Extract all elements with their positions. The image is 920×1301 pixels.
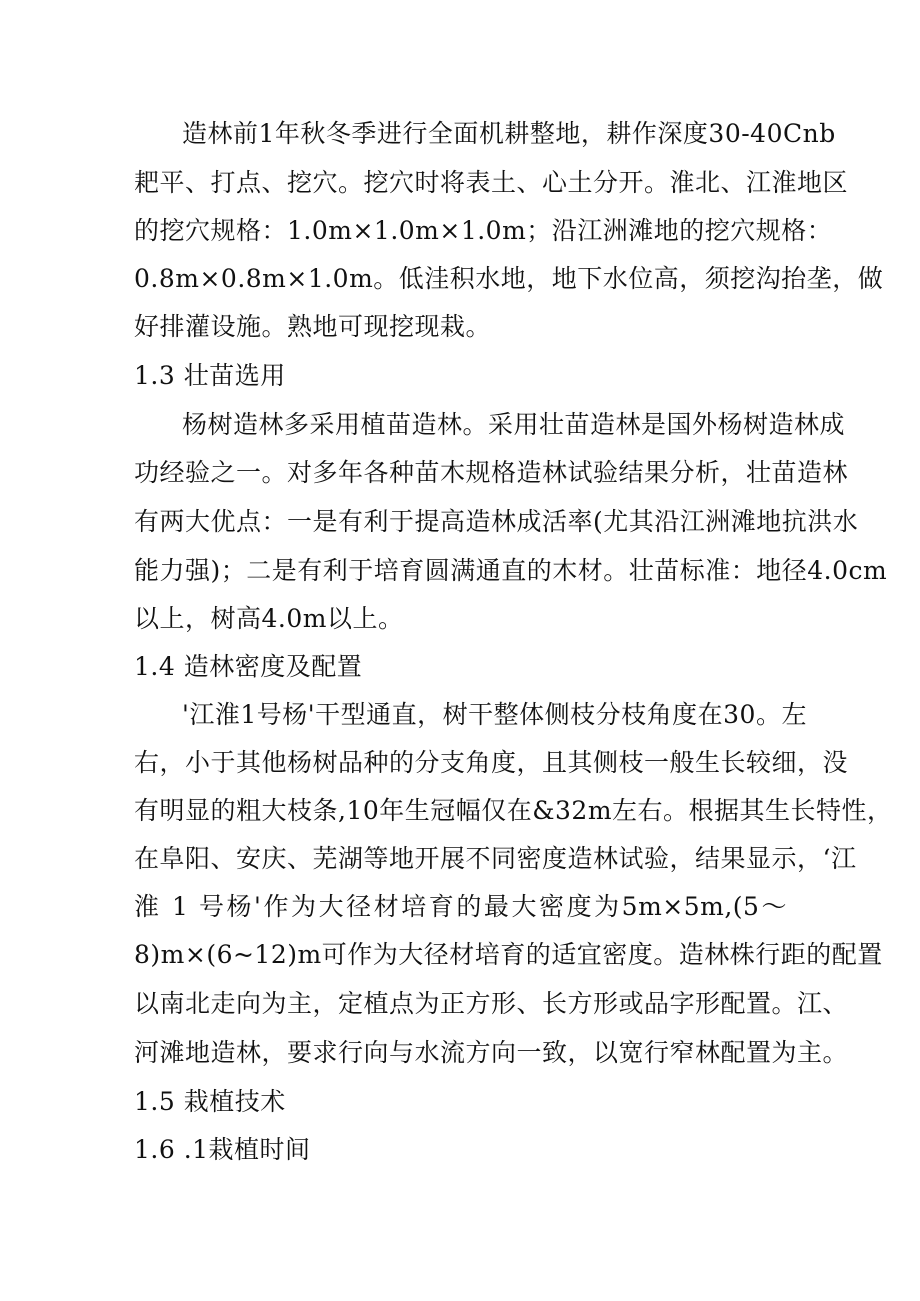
paragraph-line: 耙平、打点、挖穴。挖穴时将表土、心土分开。淮北、江淮地区 — [134, 168, 849, 197]
paragraph-line: 河滩地造林，要求行向与水流方向一致，以宽行窄林配置为主。 — [134, 1038, 849, 1067]
paragraph-line: 功经验之一。对多年各种苗木规格造林试验结果分析，壮苗造林 — [134, 458, 849, 487]
paragraph-line: 有两大优点：一是有利于提高造林成活率(尤其沿江洲滩地抗洪水 — [134, 507, 859, 536]
paragraph-line: 右，小于其他杨树品种的分支角度，且其侧枝一般生长较细，没 — [134, 748, 849, 777]
section-heading: 1.4 造林密度及配置 — [134, 652, 363, 681]
paragraph-line: 以南北走向为主，定植点为正方形、长方形或品字形配置。江、 — [134, 989, 849, 1018]
paragraph-line: 0.8m×0.8m×1.0m。低洼积水地，地下水位高，须挖沟抬垄，做 — [134, 264, 884, 293]
paragraph-line: 杨树造林多采用植苗造林。采用壮苗造林是国外杨树造林成 — [182, 410, 846, 439]
paragraph-line: 造林前1年秋冬季进行全面机耕整地，耕作深度30-40Cnb — [182, 119, 836, 148]
paragraph-line: '江淮1号杨'干型通直，树干整体侧枝分枝角度在30。左 — [182, 700, 807, 729]
paragraph-line: 淮 1 号杨'作为大径材培育的最大密度为5m×5m,(5～ — [134, 892, 787, 921]
section-heading: 1.5 栽植技术 — [134, 1087, 286, 1116]
paragraph-line: 有明显的粗大枝条,10年生冠幅仅在&32m左右。根据其生长特性， — [134, 796, 893, 825]
paragraph-line: 以上，树高4.0m以上。 — [134, 604, 404, 633]
paragraph-line: 好排灌设施。熟地可现挖现栽。 — [134, 312, 492, 341]
paragraph-line: 的挖穴规格：1.0m×1.0m×1.0m；沿江洲滩地的挖穴规格： — [134, 216, 833, 245]
paragraph-line: 在阜阳、安庆、芜湖等地开展不同密度造林试验，结果显示，‘江 — [134, 844, 857, 873]
section-heading: 1.6 .1栽植时间 — [134, 1135, 311, 1164]
paragraph-line: 能力强)；二是有利于培育圆满通直的木材。壮苗标准：地径4.0cm — [134, 556, 888, 585]
paragraph-line: 8)m×(6~12)m可作为大径材培育的适宜密度。造林株行距的配置 — [134, 940, 883, 969]
section-heading: 1.3 壮苗选用 — [134, 361, 286, 390]
